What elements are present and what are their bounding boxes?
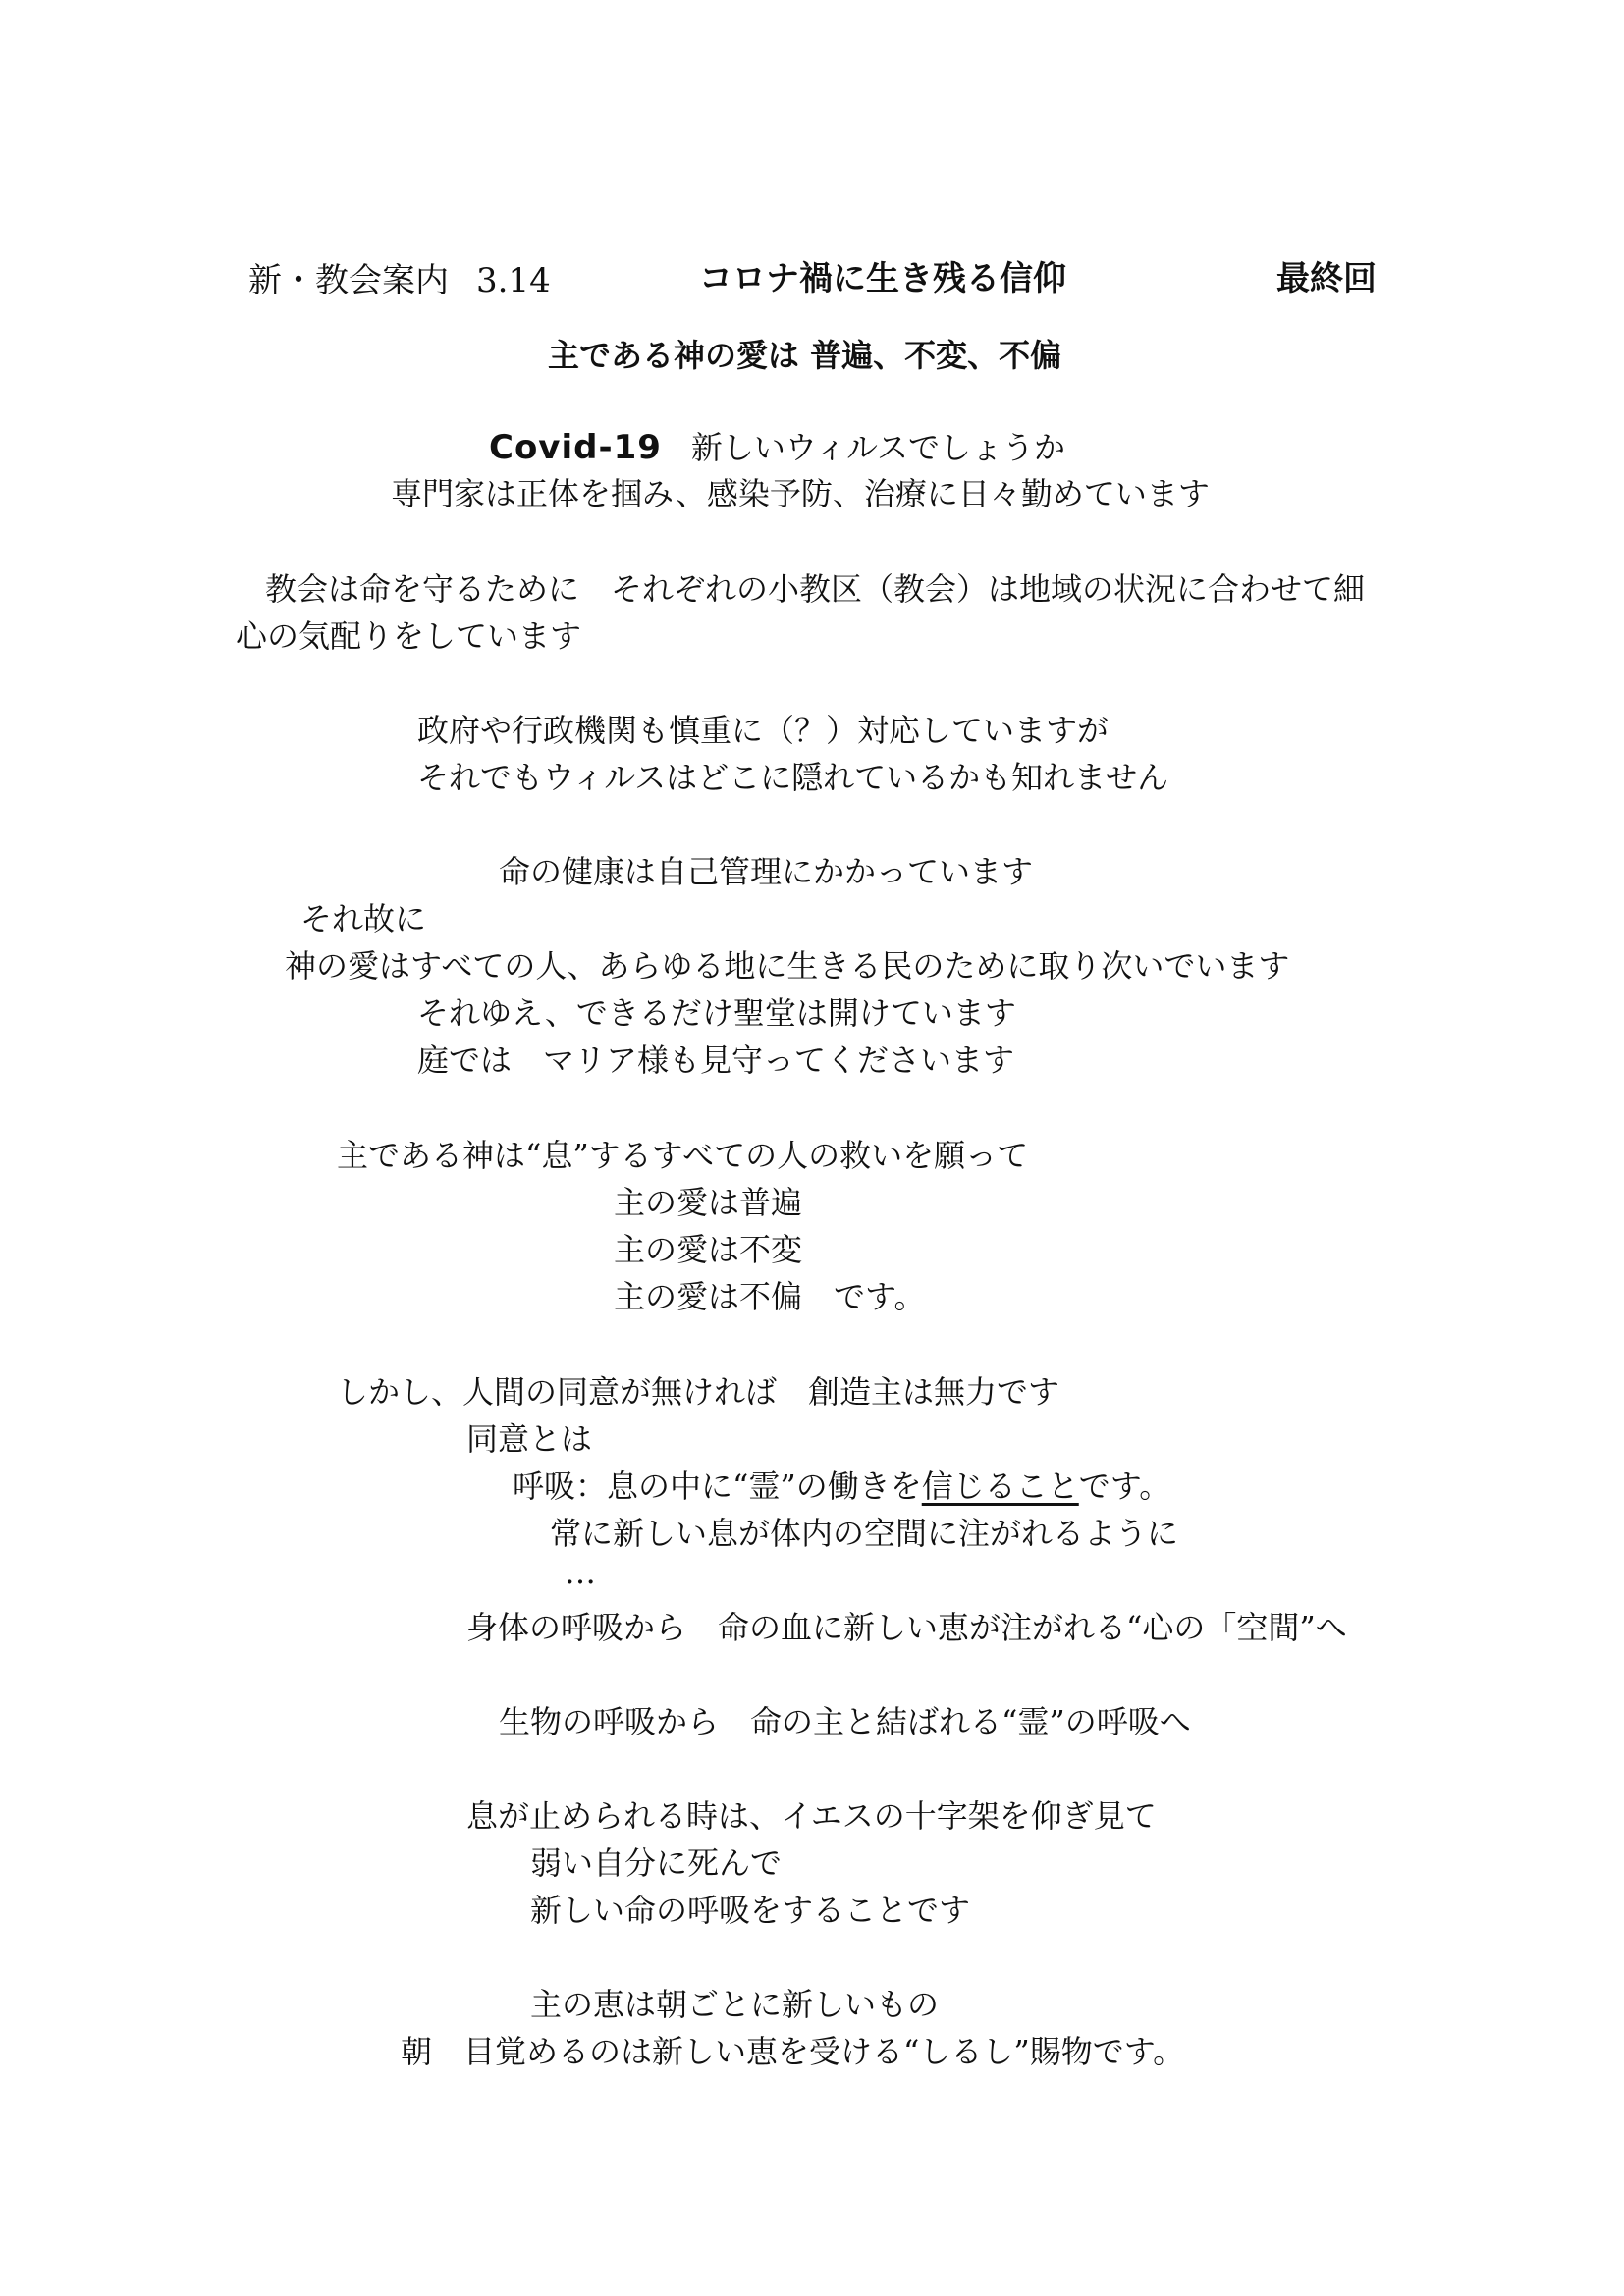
breath-definition-end: です。 (1078, 1468, 1171, 1505)
health-line-5: 庭では マリア様も見守ってくださいます (417, 1041, 1015, 1079)
church-line-2: 心の気配りをしています (236, 617, 582, 655)
covid-question: 新しいウィルスでしょうか (690, 429, 1066, 466)
love-line-4: 主の愛は不偏 です。 (614, 1278, 926, 1315)
cross-line-2: 弱い自分に死んで (530, 1844, 783, 1882)
morning-line-1: 主の恵は朝ごとに新しいもの (530, 1986, 940, 2023)
consent-line-6: 身体の呼吸から 命の血に新しい恵が注がれる“心の「空間”へ (466, 1609, 1347, 1646)
cross-line-3: 新しい命の呼吸をすることです (530, 1892, 971, 1929)
gov-line-1: 政府や行政機関も慎重に（？）対応していますが (417, 712, 1110, 749)
consent-line-4: 常に新しい息が体内の空間に注がれるように (550, 1515, 1179, 1552)
morning-line-2: 朝 目覚めるのは新しい恵を受ける“しるし”賜物です。 (401, 2033, 1185, 2070)
series-label (248, 261, 551, 300)
love-line-1: 主である神は“息”するすべての人の救いを願って (337, 1137, 1029, 1174)
church-line-1: 教会は命を守るために それぞれの小教区（教会）は地域の状況に合わせて細 (265, 570, 1366, 608)
gov-line-2: それでもウィルスはどこに隠れているかも知れません (417, 759, 1169, 796)
bio-line-1: 生物の呼吸から 命の主と結ばれる“霊”の呼吸へ (499, 1703, 1191, 1740)
episode-label: 最終回 (1276, 259, 1377, 298)
cross-line-1: 息が止められる時は、イエスの十字架を仰ぎ見て (466, 1797, 1157, 1835)
love-line-2: 主の愛は普遍 (614, 1184, 803, 1221)
experts-line: 専門家は正体を掴み、感染予防、治療に日々勤めています (391, 475, 1210, 512)
consent-line-1: しかし、人間の同意が無ければ 創造主は無力です (337, 1373, 1060, 1411)
health-line-2: それ故に (300, 900, 427, 937)
covid-label: Covid-19 (489, 428, 662, 467)
series-name: 新・教会案内 (248, 261, 449, 300)
page-title: コロナ禍に生き残る信仰 (699, 259, 1066, 298)
consent-line-3 (513, 1467, 1170, 1506)
intro-line-1 (489, 428, 1065, 467)
health-line-1: 命の健康は自己管理にかかっています (499, 853, 1034, 890)
breath-definition: 呼吸：息の中に“霊”の働きを (513, 1468, 922, 1505)
health-line-4: それゆえ、できるだけ聖堂は開けています (417, 994, 1016, 1032)
love-line-3: 主の愛は不変 (614, 1231, 803, 1268)
health-line-3: 神の愛はすべての人、あらゆる地に生きる民のために取り次いでいます (285, 947, 1290, 985)
series-date: 3.14 (476, 261, 551, 300)
subtitle: 主である神の愛は 普遍、不変、不偏 (548, 337, 1062, 374)
consent-line-2: 同意とは (466, 1420, 593, 1458)
believe-underlined: 信じること (921, 1468, 1079, 1505)
ellipsis: … (565, 1554, 596, 1591)
